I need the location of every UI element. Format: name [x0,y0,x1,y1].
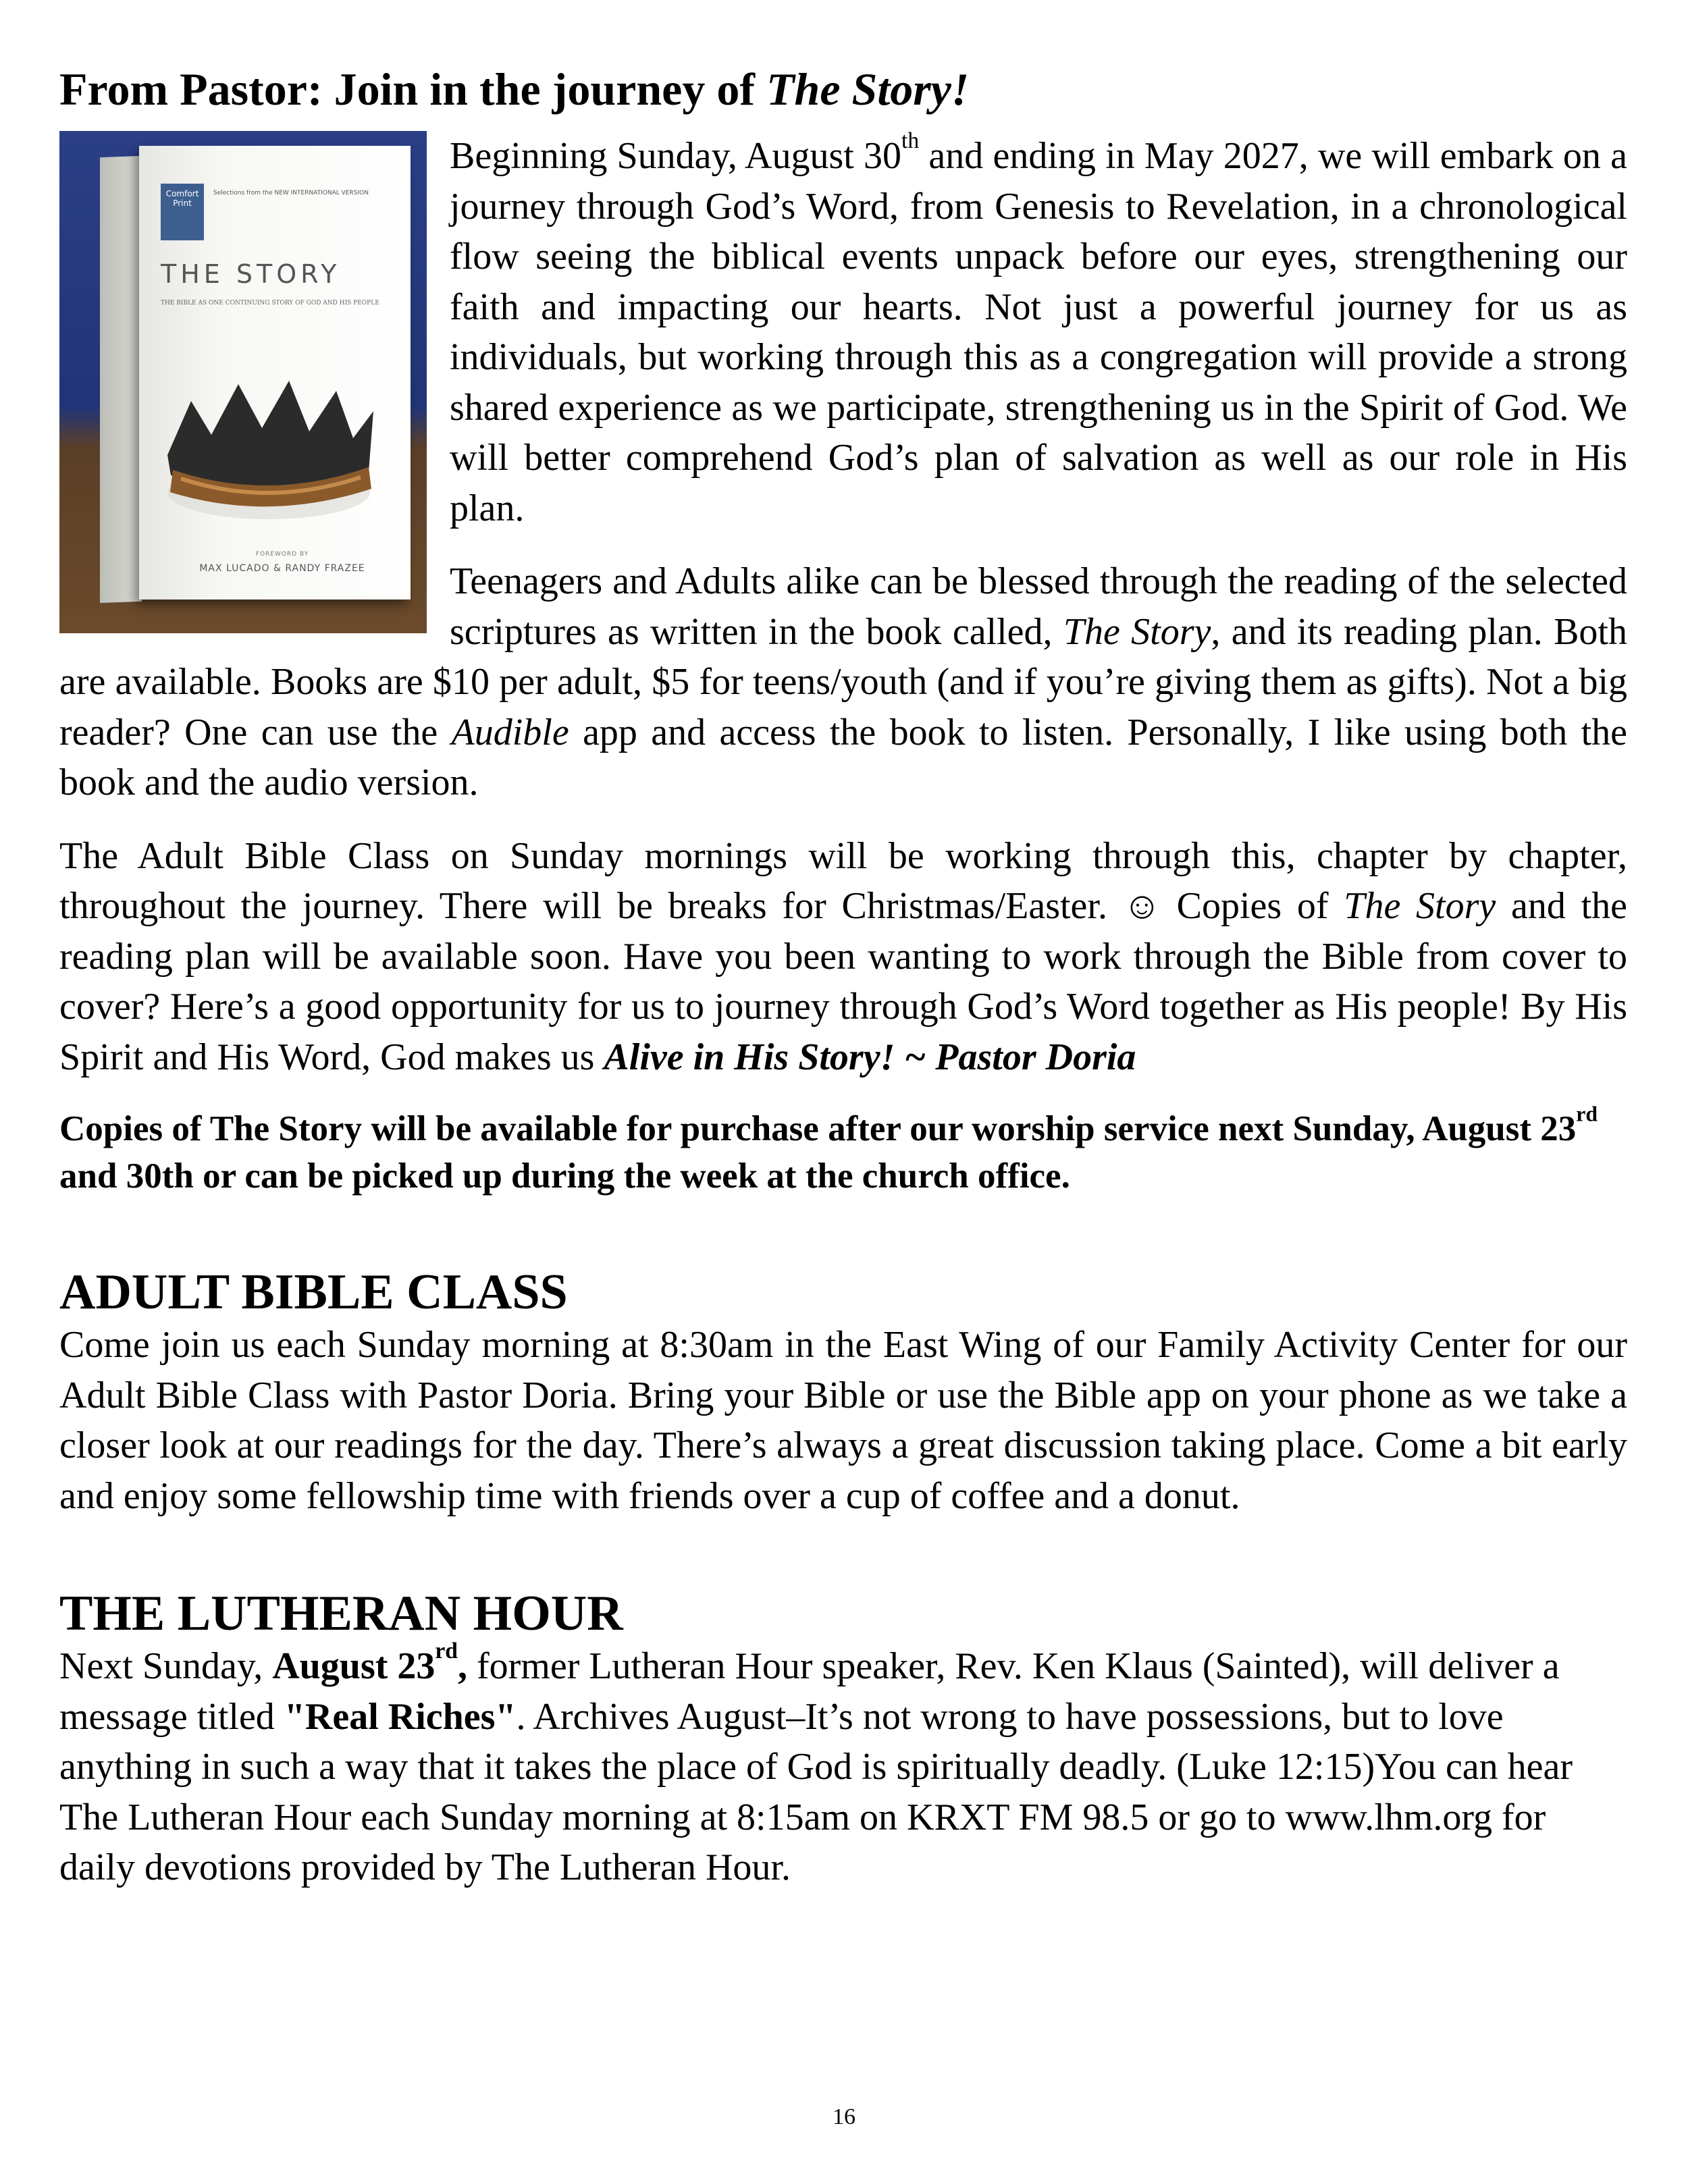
title-prefix: From Pastor: Join in the journey of [59,63,766,115]
p3-text-a: The Adult Bible Class on Sunday mornings will be working through this, chapter by chapter, throughout the journey. There will be breaks for Christmas/Easter. ☺ Copies of [59,834,1627,927]
lh-date-superscript: rd [435,1638,458,1663]
pastor-signoff: Alive in His Story! ~ Pastor Doria [604,1036,1136,1078]
p3-book-title: The Story [1344,885,1496,927]
comfort-print-badge: Comfort Print [161,184,204,240]
pastor-article-title [59,59,1627,131]
page-number: 16 [833,2104,855,2129]
p2-text-c: app and access the book to listen. Personally, I like using both the book and the audio version. [59,711,1627,803]
notice-superscript: rd [1576,1102,1598,1126]
adult-bible-class-body: Come join us each Sunday morning at 8:30am in the East Wing of our Family Activity Center for our Adult Bible Class with Pastor Doria. Bring your Bible or use the Bible app on your phone as we take a closer look at our readings for the day. There’s always a great discussion taking place. Come a bit early and enjoy some fellowship time with friends over a cup of coffee and a donut. [59,1324,1627,1517]
p1-text-b: and ending in May 2027, we will embark on a journey through God’s Word, from Genesis to Revelation, in a chronological flow seeing the biblical events unpack before our eyes, strengthening our faith and impacting our hearts. Not just a powerful journey for us as individuals, but working through this as a congregation will provide a strong shared experience as we participate, strengthening us in the Spirit of God. We will better comprehend God’s plan of salvation as well as our role in His plan. [450,135,1627,529]
book-cover-title: THE STORY [161,259,341,289]
p2-text-a: Teenagers and Adults alike can be blessed through the reading of the selected scriptures as written in the book called, [450,560,1627,653]
book-cover-foreword: FOREWORD BY [255,551,309,558]
lh-text-c: . Archives August–It’s not wrong to have possessions, but to love anything in such a way that it takes the place of God is spiritually deadly. (Luke 12:15)You can hear The Lutheran Hour each Sunday morning at 8:15am on KRXT FM 98.5 or go to www.lhm.org for daily devotions provided by The Lutheran Hour. [59,1695,1573,1888]
book-cover-authors: MAX LUCADO & RANDY FRAZEE [199,563,365,574]
lh-text-b: former Lutheran Hour speaker, Rev. Ken Klaus (Sainted), will deliver a message titled [59,1645,1560,1738]
lutheran-hour-body [59,1638,1627,1893]
notice-text-a: Copies of The Story will be available for purchase after our worship service next Sunday, August 23 [59,1109,1577,1148]
p3-text-b: and the reading plan will be available soon. Have you been wanting to work through the Bible from cover to cover? Here’s a good opportunity for us to journey through God’s Word together as His people! By His Spirit and His Word, God makes us [59,885,1627,1078]
p1-superscript: th [901,128,920,153]
book-spine [100,156,142,603]
book-cover-subtitle: Selections from the NEW INTERNATIONAL VERSION [213,190,369,196]
pastor-paragraph-3 [59,831,1627,1083]
p2-text-b: , and its reading plan. Both are available. Books are $10 per adult, $5 for teens/youth (and if you’re giving them as gifts). Not a big reader? One can use the [59,610,1627,753]
p1-text-a: Beginning Sunday, August 30 [450,135,902,177]
p2-audible: Audible [451,711,569,753]
crown-of-thorns-icon [154,354,384,529]
newsletter-page [59,59,1627,1893]
the-story-book-image [59,131,427,633]
lh-date: August 23 [272,1645,436,1687]
adult-bible-class-heading: ADULT BIBLE CLASS [59,1264,568,1320]
lutheran-hour-heading: THE LUTHERAN HOUR [59,1586,623,1641]
book-purchase-notice [59,1102,1627,1200]
notice-text-b: and 30th or can be picked up during the week at the church office. [59,1156,1070,1196]
lh-text-a: Next Sunday, [59,1645,273,1687]
title-emphasis: The Story! [766,63,970,115]
p2-book-title: The Story [1063,610,1211,653]
lh-message-title: "Real Riches" [284,1695,517,1738]
lh-date-comma: , [457,1645,467,1687]
book-cover-tagline: THE BIBLE AS ONE CONTINUING STORY OF GOD AND HIS PEOPLE [161,300,379,307]
